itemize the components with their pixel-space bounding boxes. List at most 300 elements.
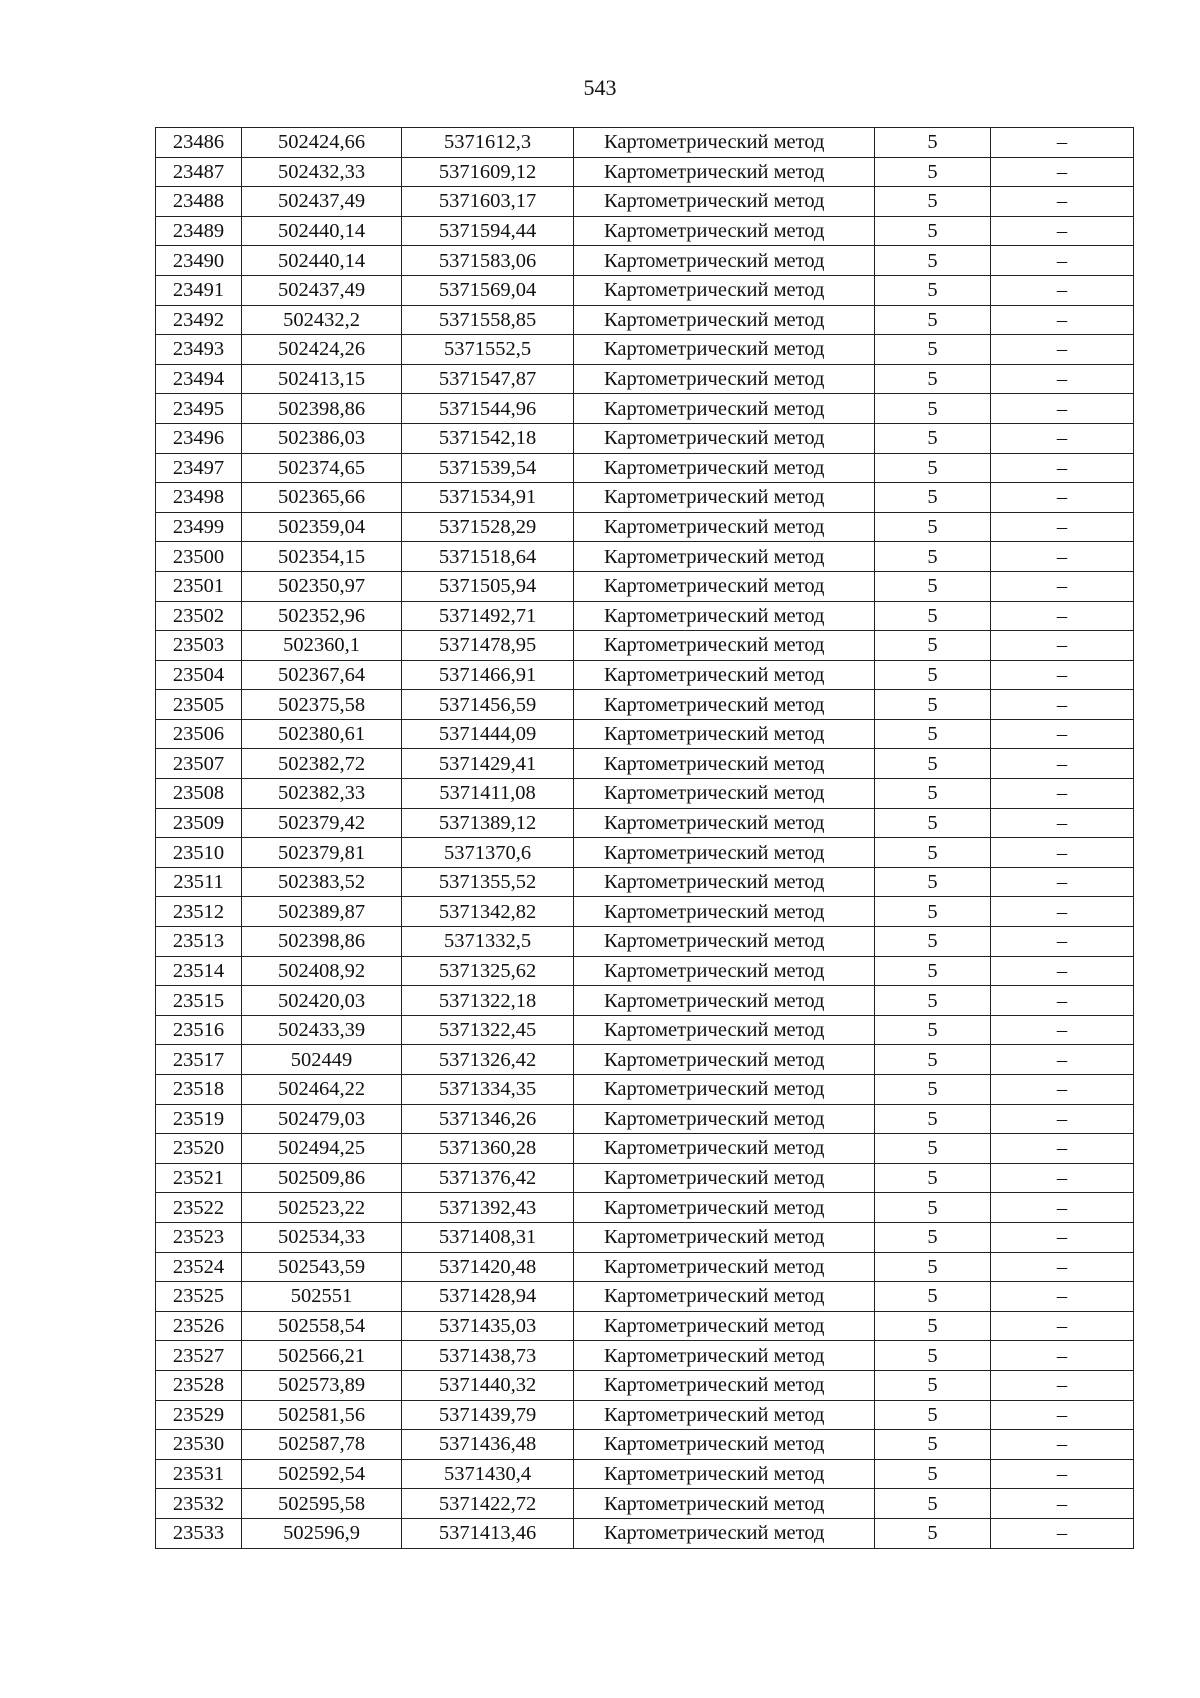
accuracy-cell: 5 <box>875 1193 991 1223</box>
description-cell: – <box>991 779 1134 809</box>
description-cell: – <box>991 512 1134 542</box>
y-coordinate-cell: 5371322,18 <box>402 986 574 1016</box>
description-cell: – <box>991 453 1134 483</box>
table-row <box>156 986 1134 1016</box>
accuracy-cell: 5 <box>875 1222 991 1252</box>
description-cell: – <box>991 1222 1134 1252</box>
point-number-cell: 23494 <box>156 364 242 394</box>
x-coordinate-cell: 502350,97 <box>242 571 402 601</box>
method-cell: Картометрический метод <box>574 838 875 868</box>
description-cell: – <box>991 216 1134 246</box>
x-coordinate-cell: 502389,87 <box>242 897 402 927</box>
point-number-cell: 23489 <box>156 216 242 246</box>
method-cell: Картометрический метод <box>574 1252 875 1282</box>
accuracy-cell: 5 <box>875 1370 991 1400</box>
accuracy-cell: 5 <box>875 1459 991 1489</box>
table-row <box>156 1518 1134 1548</box>
y-coordinate-cell: 5371420,48 <box>402 1252 574 1282</box>
accuracy-cell: 5 <box>875 986 991 1016</box>
point-number-cell: 23486 <box>156 128 242 158</box>
x-coordinate-cell: 502433,39 <box>242 1015 402 1045</box>
y-coordinate-cell: 5371408,31 <box>402 1222 574 1252</box>
point-number-cell: 23507 <box>156 749 242 779</box>
y-coordinate-cell: 5371422,72 <box>402 1489 574 1519</box>
table-row <box>156 187 1134 217</box>
point-number-cell: 23525 <box>156 1282 242 1312</box>
point-number-cell: 23523 <box>156 1222 242 1252</box>
x-coordinate-cell: 502449 <box>242 1045 402 1075</box>
method-cell: Картометрический метод <box>574 1282 875 1312</box>
point-number-cell: 23518 <box>156 1075 242 1105</box>
point-number-cell: 23512 <box>156 897 242 927</box>
description-cell: – <box>991 986 1134 1016</box>
y-coordinate-cell: 5371325,62 <box>402 956 574 986</box>
table-row <box>156 1282 1134 1312</box>
accuracy-cell: 5 <box>875 1282 991 1312</box>
y-coordinate-cell: 5371411,08 <box>402 779 574 809</box>
y-coordinate-cell: 5371429,41 <box>402 749 574 779</box>
method-cell: Картометрический метод <box>574 631 875 661</box>
accuracy-cell: 5 <box>875 512 991 542</box>
y-coordinate-cell: 5371612,3 <box>402 128 574 158</box>
accuracy-cell: 5 <box>875 1489 991 1519</box>
table-row <box>156 1370 1134 1400</box>
point-number-cell: 23493 <box>156 335 242 365</box>
point-number-cell: 23496 <box>156 423 242 453</box>
point-number-cell: 23526 <box>156 1311 242 1341</box>
description-cell: – <box>991 601 1134 631</box>
method-cell: Картометрический метод <box>574 1489 875 1519</box>
point-number-cell: 23511 <box>156 867 242 897</box>
x-coordinate-cell: 502595,58 <box>242 1489 402 1519</box>
description-cell: – <box>991 1341 1134 1371</box>
accuracy-cell: 5 <box>875 1430 991 1460</box>
accuracy-cell: 5 <box>875 1163 991 1193</box>
description-cell: – <box>991 1075 1134 1105</box>
y-coordinate-cell: 5371334,35 <box>402 1075 574 1105</box>
description-cell: – <box>991 483 1134 513</box>
description-cell: – <box>991 1163 1134 1193</box>
description-cell: – <box>991 246 1134 276</box>
point-number-cell: 23519 <box>156 1104 242 1134</box>
y-coordinate-cell: 5371332,5 <box>402 927 574 957</box>
accuracy-cell: 5 <box>875 838 991 868</box>
point-number-cell: 23500 <box>156 542 242 572</box>
x-coordinate-cell: 502380,61 <box>242 719 402 749</box>
table-row <box>156 1222 1134 1252</box>
description-cell: – <box>991 927 1134 957</box>
accuracy-cell: 5 <box>875 927 991 957</box>
method-cell: Картометрический метод <box>574 1311 875 1341</box>
y-coordinate-cell: 5371370,6 <box>402 838 574 868</box>
point-number-cell: 23516 <box>156 1015 242 1045</box>
description-cell: – <box>991 808 1134 838</box>
table-row <box>156 1075 1134 1105</box>
method-cell: Картометрический метод <box>574 1015 875 1045</box>
method-cell: Картометрический метод <box>574 690 875 720</box>
accuracy-cell: 5 <box>875 897 991 927</box>
method-cell: Картометрический метод <box>574 453 875 483</box>
point-number-cell: 23505 <box>156 690 242 720</box>
method-cell: Картометрический метод <box>574 1045 875 1075</box>
x-coordinate-cell: 502374,65 <box>242 453 402 483</box>
method-cell: Картометрический метод <box>574 128 875 158</box>
method-cell: Картометрический метод <box>574 1193 875 1223</box>
method-cell: Картометрический метод <box>574 1400 875 1430</box>
method-cell: Картометрический метод <box>574 542 875 572</box>
table-row <box>156 364 1134 394</box>
y-coordinate-cell: 5371528,29 <box>402 512 574 542</box>
accuracy-cell: 5 <box>875 364 991 394</box>
description-cell: – <box>991 1430 1134 1460</box>
x-coordinate-cell: 502359,04 <box>242 512 402 542</box>
table-row <box>156 690 1134 720</box>
table-row <box>156 394 1134 424</box>
y-coordinate-cell: 5371539,54 <box>402 453 574 483</box>
description-cell: – <box>991 364 1134 394</box>
description-cell: – <box>991 1311 1134 1341</box>
accuracy-cell: 5 <box>875 187 991 217</box>
point-number-cell: 23524 <box>156 1252 242 1282</box>
x-coordinate-cell: 502379,81 <box>242 838 402 868</box>
accuracy-cell: 5 <box>875 216 991 246</box>
x-coordinate-cell: 502382,33 <box>242 779 402 809</box>
x-coordinate-cell: 502398,86 <box>242 927 402 957</box>
accuracy-cell: 5 <box>875 335 991 365</box>
y-coordinate-cell: 5371594,44 <box>402 216 574 246</box>
x-coordinate-cell: 502352,96 <box>242 601 402 631</box>
method-cell: Картометрический метод <box>574 1370 875 1400</box>
y-coordinate-cell: 5371569,04 <box>402 275 574 305</box>
accuracy-cell: 5 <box>875 246 991 276</box>
x-coordinate-cell: 502398,86 <box>242 394 402 424</box>
table-row <box>156 157 1134 187</box>
y-coordinate-cell: 5371326,42 <box>402 1045 574 1075</box>
x-coordinate-cell: 502573,89 <box>242 1370 402 1400</box>
accuracy-cell: 5 <box>875 1104 991 1134</box>
method-cell: Картометрический метод <box>574 364 875 394</box>
description-cell: – <box>991 1252 1134 1282</box>
x-coordinate-cell: 502437,49 <box>242 275 402 305</box>
point-number-cell: 23533 <box>156 1518 242 1548</box>
point-number-cell: 23520 <box>156 1134 242 1164</box>
x-coordinate-cell: 502382,72 <box>242 749 402 779</box>
point-number-cell: 23514 <box>156 956 242 986</box>
method-cell: Картометрический метод <box>574 335 875 365</box>
y-coordinate-cell: 5371392,43 <box>402 1193 574 1223</box>
method-cell: Картометрический метод <box>574 601 875 631</box>
point-number-cell: 23521 <box>156 1163 242 1193</box>
method-cell: Картометрический метод <box>574 867 875 897</box>
point-number-cell: 23529 <box>156 1400 242 1430</box>
description-cell: – <box>991 1489 1134 1519</box>
x-coordinate-cell: 502420,03 <box>242 986 402 1016</box>
point-number-cell: 23528 <box>156 1370 242 1400</box>
description-cell: – <box>991 128 1134 158</box>
accuracy-cell: 5 <box>875 1518 991 1548</box>
accuracy-cell: 5 <box>875 1400 991 1430</box>
description-cell: – <box>991 690 1134 720</box>
y-coordinate-cell: 5371444,09 <box>402 719 574 749</box>
method-cell: Картометрический метод <box>574 394 875 424</box>
point-number-cell: 23522 <box>156 1193 242 1223</box>
y-coordinate-cell: 5371466,91 <box>402 660 574 690</box>
point-number-cell: 23498 <box>156 483 242 513</box>
y-coordinate-cell: 5371322,45 <box>402 1015 574 1045</box>
description-cell: – <box>991 1518 1134 1548</box>
point-number-cell: 23509 <box>156 808 242 838</box>
method-cell: Картометрический метод <box>574 1459 875 1489</box>
point-number-cell: 23490 <box>156 246 242 276</box>
y-coordinate-cell: 5371518,64 <box>402 542 574 572</box>
table-row <box>156 897 1134 927</box>
point-number-cell: 23487 <box>156 157 242 187</box>
description-cell: – <box>991 838 1134 868</box>
accuracy-cell: 5 <box>875 275 991 305</box>
method-cell: Картометрический метод <box>574 808 875 838</box>
point-number-cell: 23532 <box>156 1489 242 1519</box>
accuracy-cell: 5 <box>875 453 991 483</box>
coordinates-table <box>155 127 1134 1549</box>
accuracy-cell: 5 <box>875 1252 991 1282</box>
description-cell: – <box>991 335 1134 365</box>
point-number-cell: 23527 <box>156 1341 242 1371</box>
x-coordinate-cell: 502551 <box>242 1282 402 1312</box>
x-coordinate-cell: 502543,59 <box>242 1252 402 1282</box>
table-row <box>156 335 1134 365</box>
description-cell: – <box>991 749 1134 779</box>
x-coordinate-cell: 502596,9 <box>242 1518 402 1548</box>
table-row <box>156 719 1134 749</box>
x-coordinate-cell: 502464,22 <box>242 1075 402 1105</box>
table-row <box>156 956 1134 986</box>
method-cell: Картометрический метод <box>574 1134 875 1164</box>
point-number-cell: 23531 <box>156 1459 242 1489</box>
y-coordinate-cell: 5371439,79 <box>402 1400 574 1430</box>
description-cell: – <box>991 542 1134 572</box>
table-row <box>156 571 1134 601</box>
accuracy-cell: 5 <box>875 423 991 453</box>
method-cell: Картометрический метод <box>574 1430 875 1460</box>
x-coordinate-cell: 502354,15 <box>242 542 402 572</box>
table-row <box>156 275 1134 305</box>
table-row <box>156 1459 1134 1489</box>
x-coordinate-cell: 502558,54 <box>242 1311 402 1341</box>
method-cell: Картометрический метод <box>574 423 875 453</box>
description-cell: – <box>991 423 1134 453</box>
method-cell: Картометрический метод <box>574 187 875 217</box>
table-row <box>156 1163 1134 1193</box>
x-coordinate-cell: 502386,03 <box>242 423 402 453</box>
x-coordinate-cell: 502534,33 <box>242 1222 402 1252</box>
x-coordinate-cell: 502413,15 <box>242 364 402 394</box>
table-row <box>156 1045 1134 1075</box>
x-coordinate-cell: 502440,14 <box>242 216 402 246</box>
y-coordinate-cell: 5371544,96 <box>402 394 574 424</box>
table-row <box>156 216 1134 246</box>
point-number-cell: 23491 <box>156 275 242 305</box>
accuracy-cell: 5 <box>875 157 991 187</box>
table-row <box>156 542 1134 572</box>
description-cell: – <box>991 1193 1134 1223</box>
x-coordinate-cell: 502479,03 <box>242 1104 402 1134</box>
accuracy-cell: 5 <box>875 1075 991 1105</box>
page-number: 543 <box>583 75 617 100</box>
method-cell: Картометрический метод <box>574 927 875 957</box>
method-cell: Картометрический метод <box>574 571 875 601</box>
description-cell: – <box>991 1104 1134 1134</box>
x-coordinate-cell: 502592,54 <box>242 1459 402 1489</box>
y-coordinate-cell: 5371428,94 <box>402 1282 574 1312</box>
method-cell: Картометрический метод <box>574 275 875 305</box>
method-cell: Картометрический метод <box>574 660 875 690</box>
accuracy-cell: 5 <box>875 542 991 572</box>
y-coordinate-cell: 5371376,42 <box>402 1163 574 1193</box>
description-cell: – <box>991 157 1134 187</box>
method-cell: Картометрический метод <box>574 305 875 335</box>
y-coordinate-cell: 5371430,4 <box>402 1459 574 1489</box>
table-row <box>156 128 1134 158</box>
method-cell: Картометрический метод <box>574 216 875 246</box>
method-cell: Картометрический метод <box>574 986 875 1016</box>
x-coordinate-cell: 502432,2 <box>242 305 402 335</box>
method-cell: Картометрический метод <box>574 1075 875 1105</box>
point-number-cell: 23488 <box>156 187 242 217</box>
description-cell: – <box>991 897 1134 927</box>
y-coordinate-cell: 5371505,94 <box>402 571 574 601</box>
table-row <box>156 1341 1134 1371</box>
y-coordinate-cell: 5371435,03 <box>402 1311 574 1341</box>
accuracy-cell: 5 <box>875 1311 991 1341</box>
description-cell: – <box>991 1045 1134 1075</box>
table-row <box>156 1252 1134 1282</box>
method-cell: Картометрический метод <box>574 246 875 276</box>
accuracy-cell: 5 <box>875 571 991 601</box>
y-coordinate-cell: 5371342,82 <box>402 897 574 927</box>
x-coordinate-cell: 502509,86 <box>242 1163 402 1193</box>
point-number-cell: 23508 <box>156 779 242 809</box>
x-coordinate-cell: 502365,66 <box>242 483 402 513</box>
x-coordinate-cell: 502440,14 <box>242 246 402 276</box>
accuracy-cell: 5 <box>875 867 991 897</box>
table-row <box>156 1489 1134 1519</box>
table-row <box>156 1430 1134 1460</box>
method-cell: Картометрический метод <box>574 1104 875 1134</box>
table-row <box>156 867 1134 897</box>
x-coordinate-cell: 502587,78 <box>242 1430 402 1460</box>
y-coordinate-cell: 5371609,12 <box>402 157 574 187</box>
description-cell: – <box>991 1400 1134 1430</box>
y-coordinate-cell: 5371542,18 <box>402 423 574 453</box>
y-coordinate-cell: 5371603,17 <box>402 187 574 217</box>
table-row <box>156 305 1134 335</box>
y-coordinate-cell: 5371492,71 <box>402 601 574 631</box>
y-coordinate-cell: 5371552,5 <box>402 335 574 365</box>
x-coordinate-cell: 502424,26 <box>242 335 402 365</box>
y-coordinate-cell: 5371413,46 <box>402 1518 574 1548</box>
point-number-cell: 23513 <box>156 927 242 957</box>
accuracy-cell: 5 <box>875 1134 991 1164</box>
point-number-cell: 23495 <box>156 394 242 424</box>
point-number-cell: 23510 <box>156 838 242 868</box>
accuracy-cell: 5 <box>875 1015 991 1045</box>
table-row <box>156 512 1134 542</box>
method-cell: Картометрический метод <box>574 897 875 927</box>
point-number-cell: 23506 <box>156 719 242 749</box>
table-row <box>156 1400 1134 1430</box>
x-coordinate-cell: 502523,22 <box>242 1193 402 1223</box>
y-coordinate-cell: 5371440,32 <box>402 1370 574 1400</box>
point-number-cell: 23517 <box>156 1045 242 1075</box>
method-cell: Картометрический метод <box>574 1222 875 1252</box>
table-row <box>156 483 1134 513</box>
accuracy-cell: 5 <box>875 749 991 779</box>
accuracy-cell: 5 <box>875 394 991 424</box>
accuracy-cell: 5 <box>875 483 991 513</box>
accuracy-cell: 5 <box>875 1341 991 1371</box>
point-number-cell: 23502 <box>156 601 242 631</box>
accuracy-cell: 5 <box>875 305 991 335</box>
table-row <box>156 1104 1134 1134</box>
accuracy-cell: 5 <box>875 601 991 631</box>
description-cell: – <box>991 1370 1134 1400</box>
method-cell: Картометрический метод <box>574 483 875 513</box>
description-cell: – <box>991 1459 1134 1489</box>
method-cell: Картометрический метод <box>574 1163 875 1193</box>
description-cell: – <box>991 305 1134 335</box>
method-cell: Картометрический метод <box>574 749 875 779</box>
x-coordinate-cell: 502437,49 <box>242 187 402 217</box>
table-row <box>156 453 1134 483</box>
table-row <box>156 1134 1134 1164</box>
point-number-cell: 23492 <box>156 305 242 335</box>
table-row <box>156 838 1134 868</box>
accuracy-cell: 5 <box>875 128 991 158</box>
accuracy-cell: 5 <box>875 779 991 809</box>
y-coordinate-cell: 5371478,95 <box>402 631 574 661</box>
point-number-cell: 23515 <box>156 986 242 1016</box>
method-cell: Картометрический метод <box>574 157 875 187</box>
accuracy-cell: 5 <box>875 660 991 690</box>
y-coordinate-cell: 5371456,59 <box>402 690 574 720</box>
table-row <box>156 601 1134 631</box>
description-cell: – <box>991 956 1134 986</box>
description-cell: – <box>991 867 1134 897</box>
y-coordinate-cell: 5371547,87 <box>402 364 574 394</box>
y-coordinate-cell: 5371438,73 <box>402 1341 574 1371</box>
description-cell: – <box>991 719 1134 749</box>
x-coordinate-cell: 502367,64 <box>242 660 402 690</box>
accuracy-cell: 5 <box>875 956 991 986</box>
x-coordinate-cell: 502424,66 <box>242 128 402 158</box>
y-coordinate-cell: 5371346,26 <box>402 1104 574 1134</box>
accuracy-cell: 5 <box>875 690 991 720</box>
accuracy-cell: 5 <box>875 1045 991 1075</box>
point-number-cell: 23501 <box>156 571 242 601</box>
method-cell: Картометрический метод <box>574 956 875 986</box>
x-coordinate-cell: 502566,21 <box>242 1341 402 1371</box>
y-coordinate-cell: 5371360,28 <box>402 1134 574 1164</box>
table-row <box>156 631 1134 661</box>
x-coordinate-cell: 502408,92 <box>242 956 402 986</box>
accuracy-cell: 5 <box>875 631 991 661</box>
point-number-cell: 23503 <box>156 631 242 661</box>
description-cell: – <box>991 571 1134 601</box>
x-coordinate-cell: 502494,25 <box>242 1134 402 1164</box>
method-cell: Картометрический метод <box>574 719 875 749</box>
table-row <box>156 1015 1134 1045</box>
x-coordinate-cell: 502360,1 <box>242 631 402 661</box>
